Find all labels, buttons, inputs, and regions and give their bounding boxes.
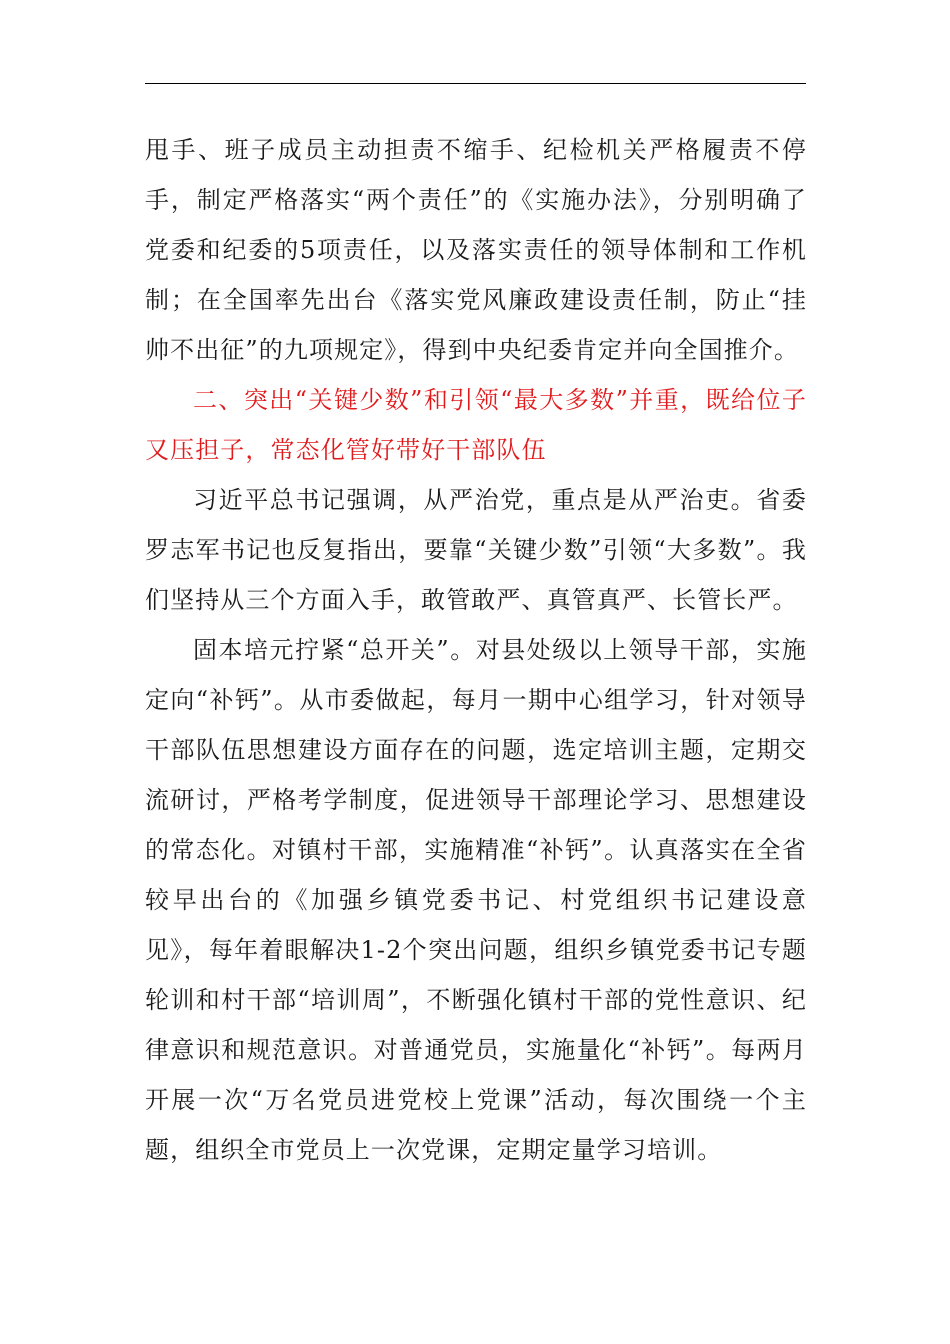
body-paragraph-1: 习近平总书记强调，从严治党，重点是从严治吏。省委罗志军书记也反复指出，要靠“关键少数”引领“大多数”。我们坚持从三个方面入手，敢管敢严、真管真严、长管长严。 [145, 486, 807, 614]
continuation-paragraph: 甩手、班子成员主动担责不缩手、纪检机关严格履责不停手，制定严格落实“两个责任”的《实施办法》，分别明确了党委和纪委的5项责任，以及落实责任的领导体制和工作机制；在全国率先出台《落实党风廉政建设责任制，防止“挂帅不出征”的九项规定》，得到中央纪委肯定并向全国推介。 [145, 136, 807, 364]
document-body [145, 125, 807, 1175]
section-heading: 二、突出“关键少数”和引领“最大多数”并重，既给位子又压担子，常态化管好带好干部队伍 [145, 386, 807, 464]
body-paragraph-2: 固本培元拧紧“总开关”。对县处级以上领导干部，实施定向“补钙”。从市委做起，每月一期中心组学习，针对领导干部队伍思想建设方面存在的问题，选定培训主题，定期交流研讨，严格考学制度，促进领导干部理论学习、思想建设的常态化。对镇村干部，实施精准“补钙”。认真落实在全省较早出台的《加强乡镇党委书记、村党组织书记建设意见》，每年着眼解决1-2个突出问题，组织乡镇党委书记专题轮训和村干部“培训周”，不断强化镇村干部的党性意识、纪律意识和规范意识。对普通党员，实施量化“补钙”。每两月开展一次“万名党员进党校上党课”活动，每次围绕一个主题，组织全市党员上一次党课，定期定量学习培训。 [145, 636, 807, 1164]
header-rule [145, 83, 806, 84]
